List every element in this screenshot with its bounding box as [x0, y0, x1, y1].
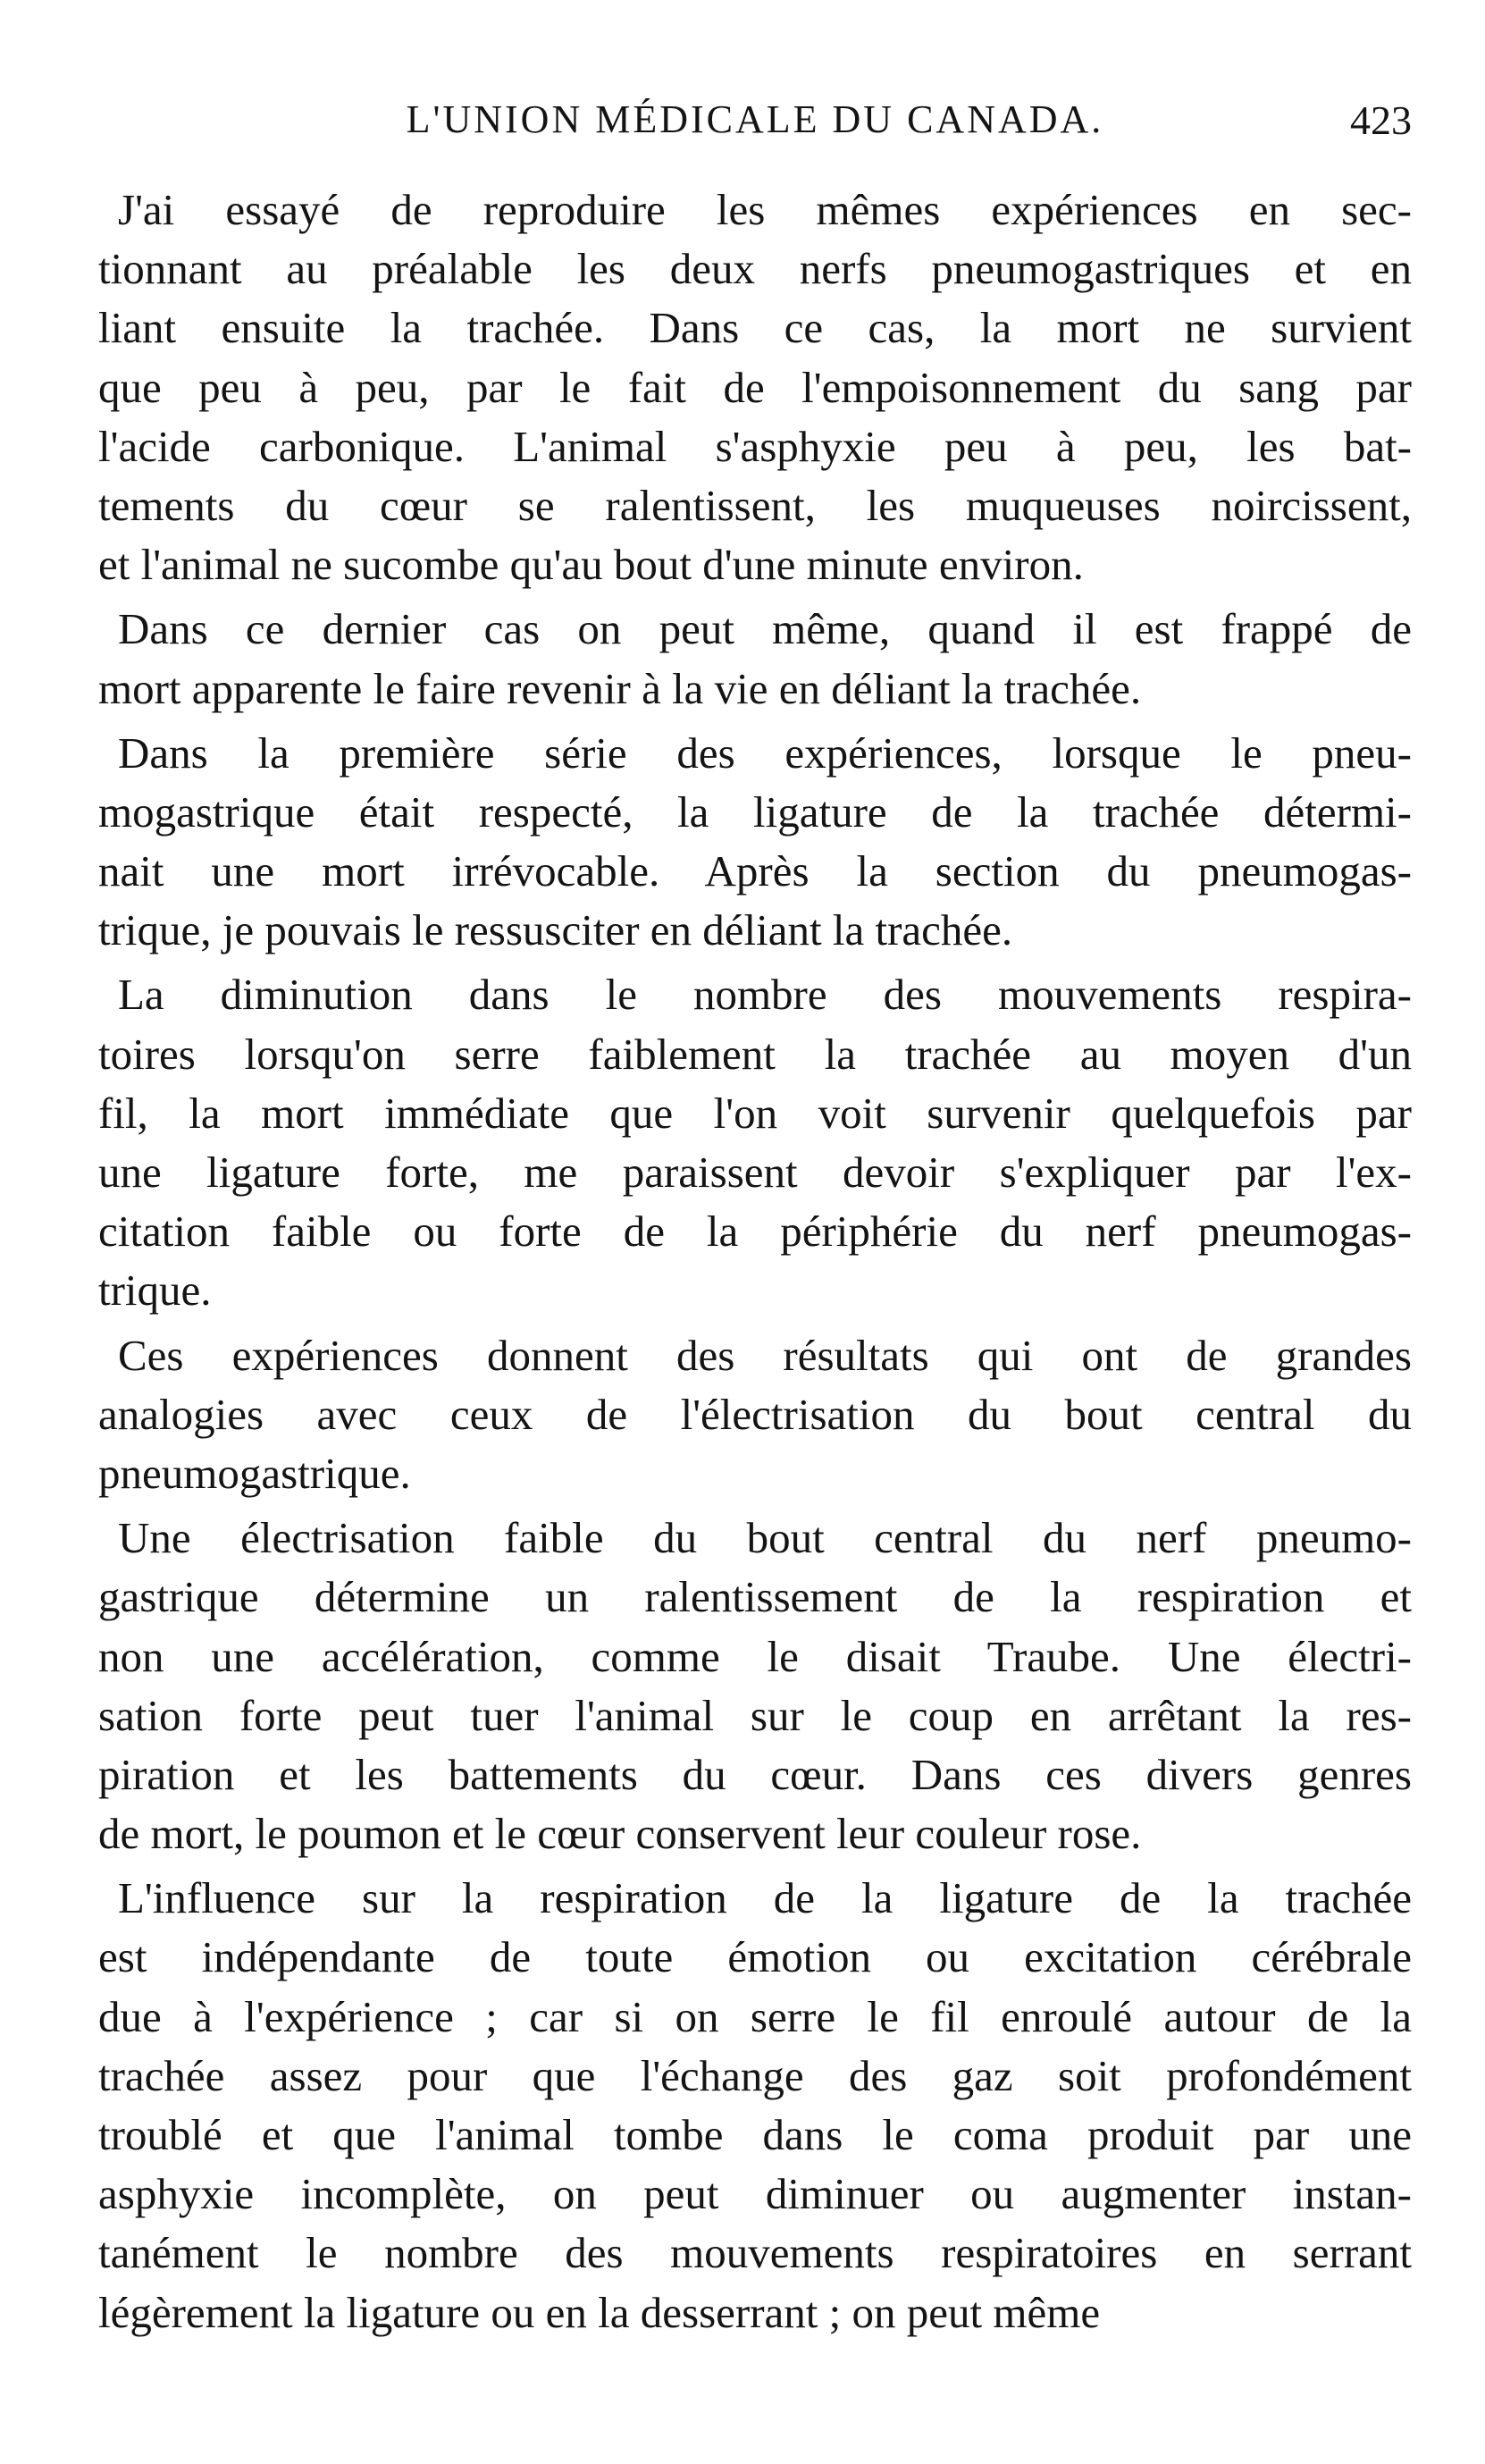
text-line: fil, la mort immédiate que l'on voit survenir quelquefois par [98, 1088, 1412, 1138]
text-line: Dans ce dernier cas on peut même, quand il est frappé de [118, 604, 1412, 654]
body-text [98, 181, 1412, 2442]
paragraph [98, 965, 1412, 1320]
text-line: La diminution dans le nombre des mouvements respira- [118, 970, 1412, 1020]
text-line: Ces expériences donnent des résultats qui ont de grandes [118, 1330, 1412, 1380]
text-line: trachée assez pour que l'échange des gaz soit profondément [98, 2050, 1412, 2100]
paragraph [98, 1869, 1412, 2342]
text-line: tements du cœur se ralentissent, les muqueuses noircissent, [98, 480, 1412, 530]
text-line: asphyxie incomplète, on peut diminuer ou augmenter instan- [98, 2169, 1412, 2219]
text-line: gastrique détermine un ralentissement de la respiration et [98, 1572, 1412, 1622]
text-line: due à l'expérience ; car si on serre le fil enroulé autour de la [98, 1991, 1412, 2041]
text-line: toires lorsqu'on serre faiblement la trachée au moyen d'un [98, 1029, 1412, 1079]
text-line: non une accélération, comme le disait Traube. Une électri- [98, 1631, 1412, 1681]
paragraph [98, 181, 1412, 594]
paragraph [98, 724, 1412, 961]
text-line: mort apparente le faire revenir à la vie en déliant la trachée. [98, 663, 1142, 713]
text-line: pneumogastrique. [98, 1448, 411, 1498]
page-number: 423 [1350, 97, 1412, 143]
text-line: de mort, le poumon et le cœur conservent leur couleur rose. [98, 1809, 1142, 1859]
text-line: que peu à peu, par le fait de l'empoisonnement du sang par [98, 362, 1412, 412]
text-line: légèrement la ligature ou en la desserrant ; on peut même [98, 2287, 1101, 2337]
running-title: L'UNION MÉDICALE DU CANADA. [406, 97, 1104, 141]
text-line: analogies avec ceux de l'électrisation du bout central du [98, 1389, 1412, 1439]
text-line: citation faible ou forte de la périphérie du nerf pneumogas- [98, 1207, 1412, 1257]
text-line: nait une mort irrévocable. Après la section du pneumogas- [98, 846, 1412, 896]
text-line: Une électrisation faible du bout central du nerf pneumo- [118, 1513, 1412, 1563]
text-line: J'ai essayé de reproduire les mêmes expériences en sec- [118, 185, 1412, 234]
text-line: l'acide carbonique. L'animal s'asphyxie peu à peu, les bat- [98, 421, 1412, 471]
page-header [98, 97, 1412, 159]
paragraph [98, 1509, 1412, 1863]
text-line: piration et les battements du cœur. Dans ces divers genres [98, 1749, 1412, 1799]
text-line: L'influence sur la respiration de la ligature de la trachée [118, 1873, 1412, 1923]
text-line: sation forte peut tuer l'animal sur le coup en arrêtant la res- [98, 1690, 1412, 1740]
text-line: Dans la première série des expériences, lorsque le pneu- [118, 727, 1412, 778]
text-line: troublé et que l'animal tombe dans le coma produit par une [98, 2110, 1412, 2159]
paragraph [98, 600, 1412, 718]
text-line: une ligature forte, me paraissent devoir s'expliquer par l'ex- [98, 1148, 1412, 1197]
paragraph [98, 1326, 1412, 1504]
text-line: trique. [98, 1266, 212, 1316]
text-line: tanément le nombre des mouvements respiratoires en serrant [98, 2228, 1412, 2278]
text-line: tionnant au préalable les deux nerfs pneumogastriques et en [98, 244, 1412, 294]
text-line: liant ensuite la trachée. Dans ce cas, la mort ne survient [98, 303, 1412, 353]
text-line: et l'animal ne sucombe qu'au bout d'une minute environ. [98, 540, 1084, 590]
text-line: mogastrique était respecté, la ligature de la trachée détermi- [98, 786, 1412, 837]
text-line: trique, je pouvais le ressusciter en déliant la trachée. [98, 905, 1013, 955]
text-line: est indépendante de toute émotion ou excitation cérébrale [98, 1932, 1412, 1982]
